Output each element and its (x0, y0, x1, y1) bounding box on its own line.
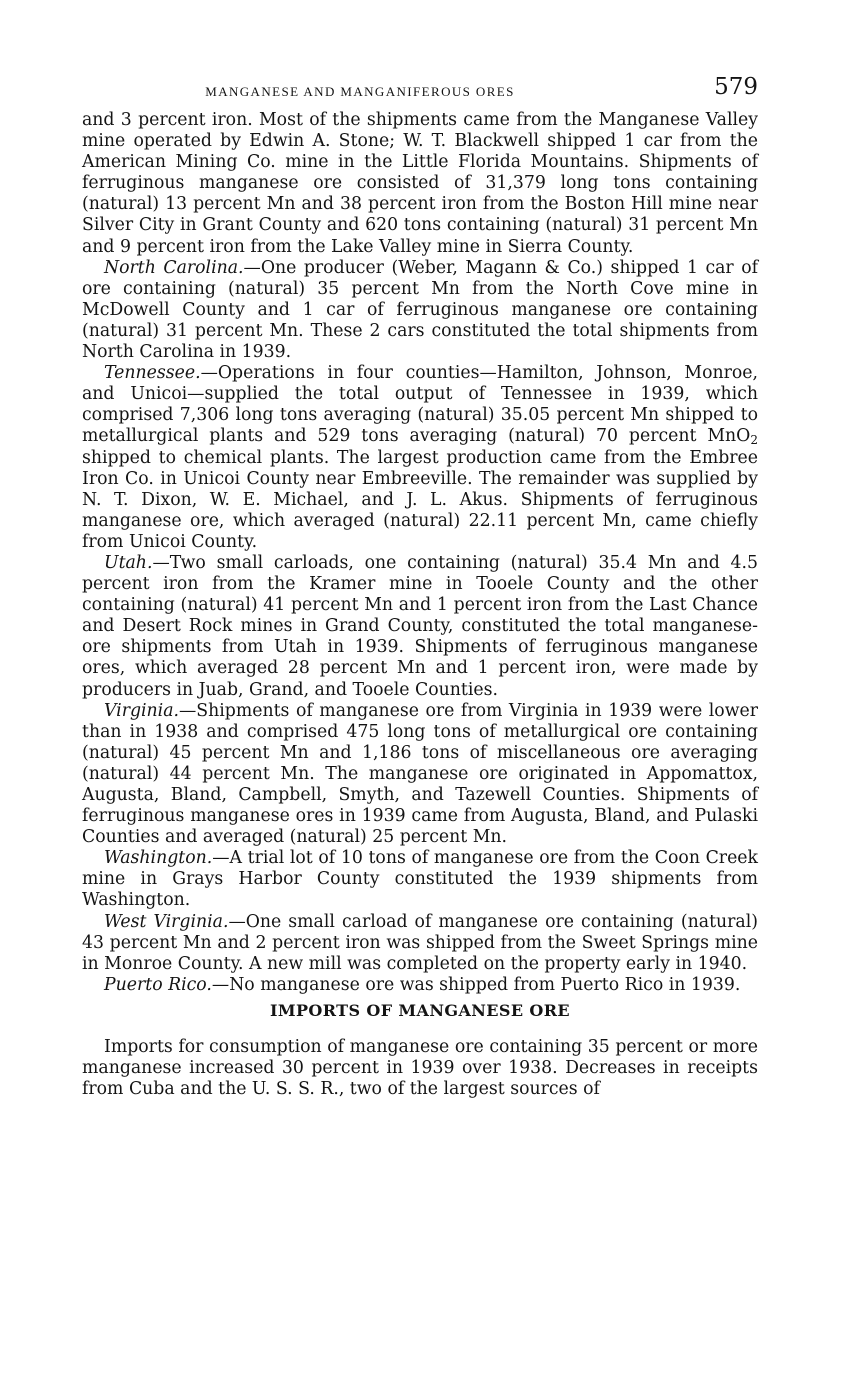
state-heading: Washington. (104, 848, 213, 869)
paragraph-virginia (82, 701, 758, 849)
state-heading: Virginia. (104, 700, 180, 721)
running-header (82, 74, 758, 110)
state-heading: North Carolina. (104, 257, 244, 278)
body-text (82, 110, 758, 1100)
paragraph-west-virginia (82, 912, 758, 975)
state-heading: Utah. (104, 552, 153, 573)
section-heading: IMPORTS OF MANGANESE ORE (269, 1000, 571, 1020)
state-heading: West Virginia. (104, 911, 229, 932)
paragraph-text: —Operations in four counties—Hamilton, Johnson, Monroe, and Unicoi—supplied the total output of Tennessee in 1939, which comprised 7,306 long tons averaging (natural) 35.05 percent Mn shipped to metallurgical plants and 529 tons averaging (natural) 70 percent MnO (82, 363, 758, 447)
paragraph-puerto-rico (82, 975, 758, 996)
paragraph-text: shipped to chemical plants. The largest production came from the Embree Iron Co. in Unicoi County near Embreeville. The remainder was supplied by N. T. Dixon, W. E. Michael, and J. L. Akus. Shipments of ferruginous manganese ore, which averaged (natural) 22.11 percent Mn, came chiefly from Unicoi County. (82, 447, 758, 552)
running-title: MANGANESE AND MANGANIFEROUS ORES (205, 84, 515, 99)
paragraph-text: —Two small carloads, one containing (natural) 35.4 Mn and 4.5 percent iron from the Kramer mine in Tooele County and the other containing (natural) 41 percent Mn and 1 percent iron from the Last Chance and Desert Rock mines in Grand County, constituted the total manganese-ore shipments from Utah in 1939. Shipments of ferruginous manganese ores, which averaged 28 percent Mn and 1 percent iron, were made by producers in Juab, Grand, and Tooele Counties. (82, 552, 758, 700)
paragraph-north-carolina (82, 258, 758, 363)
paragraph-text: —No manganese ore was shipped from Puerto Rico in 1939. (211, 974, 741, 995)
paragraph-utah (82, 553, 758, 701)
state-heading: Tennessee. (104, 363, 201, 384)
subscript: 2 (750, 433, 758, 448)
paragraph-text: —A trial lot of 10 tons of manganese ore from the Coon Creek mine in Grays Harbor County constituted the 1939 shipments from Washington. (82, 848, 758, 911)
paragraph-text: —Shipments of manganese ore from Virginia in 1939 were lower than in 1938 and comprised 475 long tons of metallurgical ore containing (natural) 45 percent Mn and 1,186 tons of miscellaneous ore averaging (natural) 44 percent Mn. The manganese ore originated in Appomattox, Augusta, Bland, Campbell, Smyth, and Tazewell Counties. Shipments of ferruginous manganese ores in 1939 came from Augusta, Bland, and Pulaski Counties and averaged (natural) 25 percent Mn. (82, 700, 758, 848)
page-number: 579 (714, 74, 758, 100)
paragraph-tennessee (82, 363, 758, 553)
document-page (82, 74, 758, 1100)
paragraph-continuation: and 3 percent iron. Most of the shipments came from the Manganese Valley mine operated by Edwin A. Stone; W. T. Blackwell shipped 1 car from the American Mining Co. mine in the Little Florida Mountains. Shipments of ferruginous manganese ore consisted of 31,379 long tons containing (natural) 13 percent Mn and 38 percent iron from the Boston Hill mine near Silver City in Grant County and 620 tons containing (natural) 31 percent Mn and 9 percent iron from the Lake Valley mine in Sierra County. (82, 110, 758, 257)
paragraph-text: —One producer (Weber, Magann & Co.) shipped 1 car of ore containing (natural) 35 percent Mn from the North Cove mine in McDowell County and 1 car of ferruginous manganese ore containing (natural) 31 percent Mn. These 2 cars constituted the total shipments from North Carolina in 1939. (82, 257, 758, 363)
paragraph-washington (82, 848, 758, 911)
state-heading: Puerto Rico. (104, 974, 212, 995)
paragraph-text: —One small carload of manganese ore containing (natural) 43 percent Mn and 2 percent iron was shipped from the Sweet Springs mine in Monroe County. A new mill was completed on the property early in 1940. (82, 911, 758, 974)
paragraph-imports: Imports for consumption of manganese ore containing 35 percent or more manganese increased 30 percent in 1939 over 1938. Decreases in receipts from Cuba and the U. S. S. R., two of the largest sources of (82, 1037, 758, 1100)
